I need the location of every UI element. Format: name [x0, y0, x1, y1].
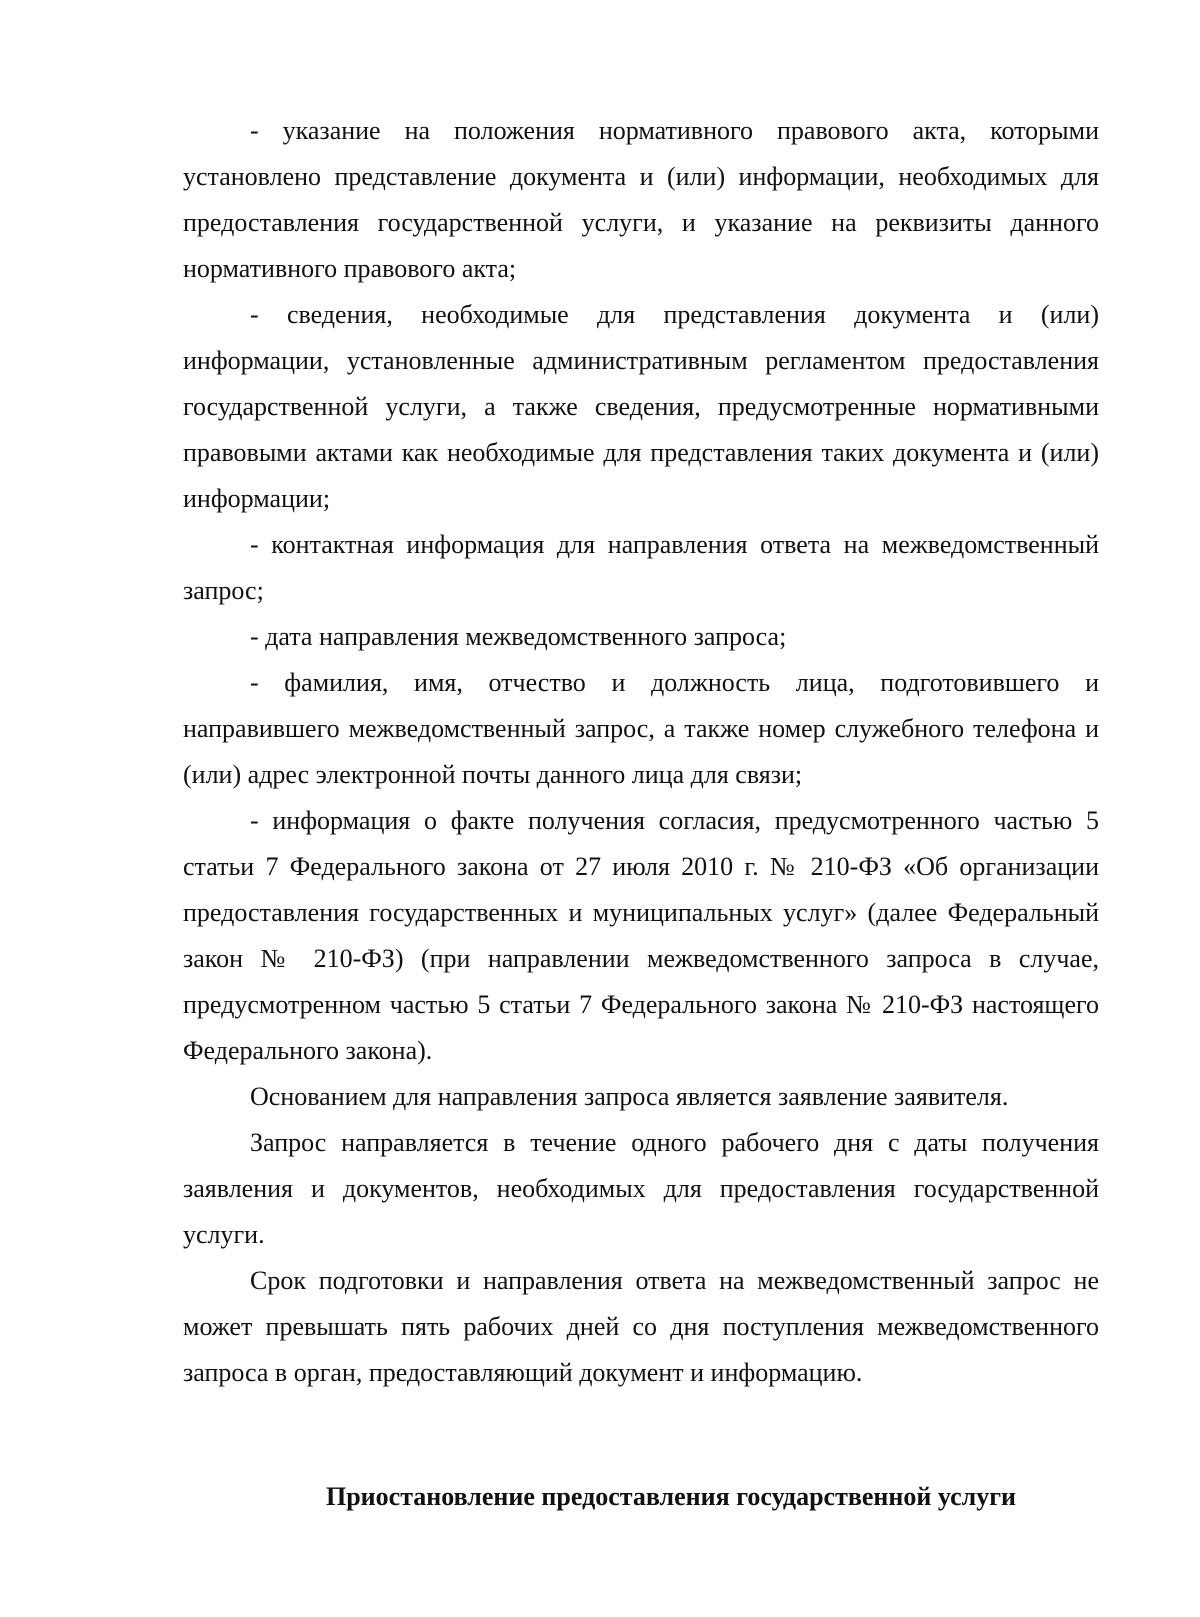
paragraph-responsible-person: - фамилия, имя, отчество и должность лица, подготовившего и направившего межведомственный запрос, а также номер служебного телефона и (или) адрес электронной почты данного лица для связи; [183, 668, 1099, 789]
paragraph-legal-act-reference: - указание на положения нормативного правового акта, которыми установлено представление документа и (или) информации, необходимых для предоставления государственной услуги, и указание на реквизиты данного нормативного правового акта; [183, 116, 1099, 283]
section-heading: Приостановление предоставления государственной услуги [325, 1482, 1016, 1511]
paragraph-consent-info: - информация о факте получения согласия, предусмотренного частью 5 статьи 7 Федерального закона от 27 июля 2010 г. № 210-ФЗ «Об организации предоставления государственных и муниципальных услуг» (далее Федеральный закон № 210-ФЗ) (при направлении межведомственного запроса в случае, предусмотренном частью 5 статьи 7 Федерального закона № 210-ФЗ настоящего Федерального закона). [183, 806, 1099, 1065]
paragraph-request-timing: Запрос направляется в течение одного рабочего дня с даты получения заявления и документов, необходимых для предоставления государственной услуги. [183, 1128, 1099, 1249]
paragraph-request-date: - дата направления межведомственного запроса; [250, 622, 787, 651]
paragraph-contact-info: - контактная информация для направления ответа на межведомственный запрос; [183, 530, 1099, 605]
paragraph-required-information: - сведения, необходимые для представления документа и (или) информации, установленные административным регламентом предоставления государственной услуги, а также сведения, предусмотренные нормативными правовыми актами как необходимые для представления таких документа и (или) информации; [183, 300, 1099, 513]
paragraph-request-basis: Основанием для направления запроса является заявление заявителя. [250, 1082, 1009, 1111]
document-body [183, 108, 1099, 1396]
paragraph-response-deadline: Срок подготовки и направления ответа на межведомственный запрос не может превышать пять рабочих дней со дня поступления межведомственного запроса в орган, предоставляющий документ и информацию. [183, 1266, 1099, 1387]
